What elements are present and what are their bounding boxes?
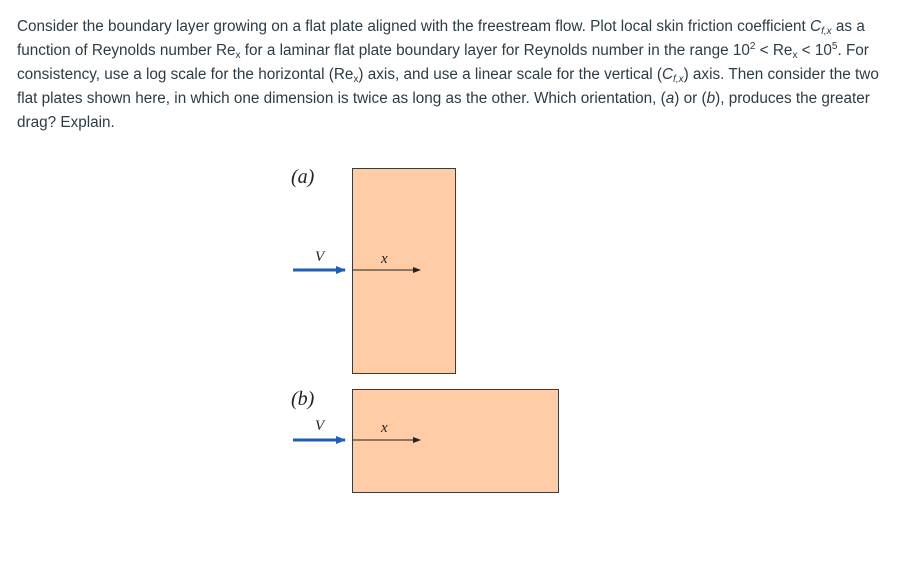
question-text: Consider the boundary layer growing on a flat plate aligned with the freestream flow. Plot local skin friction coefficient $C_{f,x}$ as a function of Reynolds number $Re_x$ for a laminar flat plate boundary layer for Reynolds number in the range $10^2 < Re_x < 10^5$. For consistency, use a log scale for the horizontal $(Re_x)$ axis, and use a linear scale for the vertical $(C_{f,x})$ axis. Then consider the two flat plates shown here, in which one dimension is twice as long as the other. Which orientation, (a) or (b), produces the greater drag? Explain. <box>17 18 879 131</box>
cf-symbol: $C_{f,x}$ <box>810 18 832 37</box>
plate-b-label: (b) <box>291 388 315 410</box>
cf-symbol-2: $C_{f,x}$ <box>661 66 684 85</box>
plate-a-x-label: x <box>381 251 388 267</box>
plate-b-velocity-label: V <box>315 418 325 434</box>
plate-b-x-label: x <box>381 420 388 436</box>
plate-a-label: (a) <box>291 166 315 188</box>
plate-a-velocity-label: V <box>315 249 325 265</box>
